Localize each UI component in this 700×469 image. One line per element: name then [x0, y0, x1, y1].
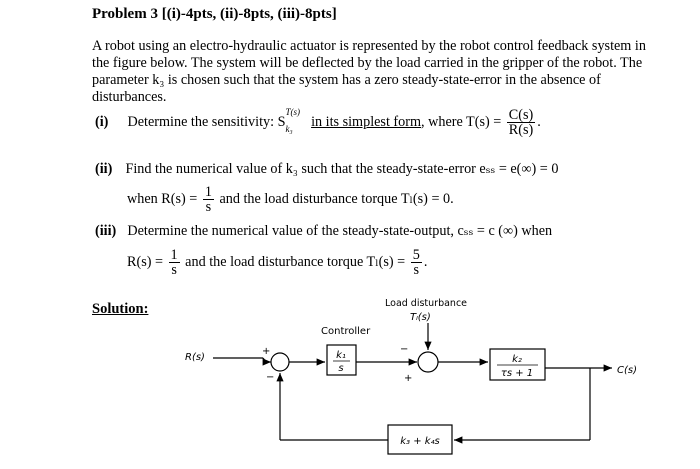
input-label: R(s) — [185, 352, 205, 363]
block1-den: s — [338, 363, 344, 374]
sum1-minus: − — [266, 372, 275, 383]
part-iii-num1: 1 — [170, 247, 178, 263]
load-signal-label: Tₗ(s) — [410, 312, 431, 323]
controller-label: Controller — [321, 326, 371, 337]
block2-num: k₂ — [512, 354, 522, 365]
part-iii-text: Determine the numerical value of the steady-state-output, cₛₛ = c (∞) when — [127, 223, 553, 239]
block2-den: τs + 1 — [500, 368, 534, 379]
problem-paragraph: A robot using an electro-hydraulic actuator is represented by the robot control feedback system in the figure below. The system will be deflected by the load carried in the gripper of the robot. The parameter k₃ is chosen such that the system has a zero steady-state-error in the absence of disturbances. — [92, 38, 646, 105]
summing-junction-2 — [418, 352, 438, 372]
part-iii-den2: s — [413, 262, 420, 278]
part-iii-num2: 5 — [412, 247, 420, 263]
part-iii-end: . — [423, 253, 428, 270]
sensitivity-sub: k₃ — [285, 123, 293, 134]
part-ii-text: Find the numerical value of k₃ such that the steady-state-error eₛₛ = e(∞) = 0 — [125, 161, 559, 177]
sum2-plus: + — [404, 373, 413, 384]
problem-title: Problem 3 [(i)-4pts, (ii)-8pts, (iii)-8pts] — [92, 6, 337, 22]
part-i-text: Determine the sensitivity: S — [127, 113, 286, 130]
part-iii-tail: and the load disturbance torque Tₗ(s) = — [185, 253, 406, 270]
solution-label: Solution: — [92, 301, 149, 317]
transfer-den: R(s) — [508, 122, 534, 138]
part-i-label: (i) — [95, 113, 109, 130]
feedback-block-label: k₃ + k₄s — [400, 436, 440, 447]
part-i-where: , where T(s) = — [421, 113, 502, 130]
part-i-underlined: in its simplest form — [311, 113, 422, 130]
summing-junction-1 — [271, 353, 289, 371]
part-ii-den: s — [205, 199, 212, 215]
sum2-minus: − — [400, 344, 409, 355]
output-label: C(s) — [617, 365, 637, 376]
sum1-plus: + — [262, 346, 271, 357]
part-ii-label: (ii) — [95, 161, 113, 177]
part-ii-when: when R(s) = — [127, 190, 198, 207]
block1-num: k₁ — [336, 350, 346, 361]
transfer-num: C(s) — [508, 107, 534, 123]
load-disturbance-label: Load disturbance — [385, 298, 468, 309]
part-ii-tail: and the load disturbance torque Tₗ(s) = 0. — [219, 190, 454, 207]
part-iii-r: R(s) = — [127, 253, 163, 270]
part-i-end: . — [537, 113, 541, 130]
part-iii-label: (iii) — [95, 223, 117, 239]
sensitivity-sup: T(s) — [285, 106, 301, 117]
part-iii-den1: s — [171, 262, 177, 278]
part-ii-num: 1 — [204, 184, 212, 200]
